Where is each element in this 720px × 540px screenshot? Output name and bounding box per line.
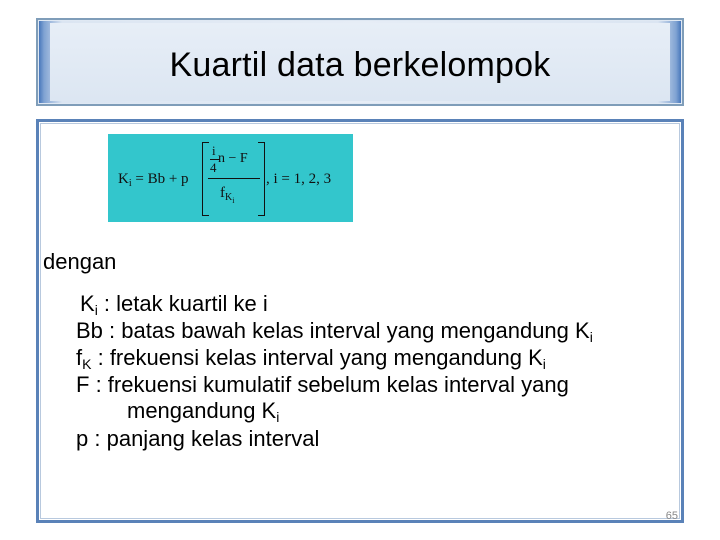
definition-f: F : frekuensi kumulatif sebelum kelas interval yang — [76, 372, 569, 397]
definition-f-continuation: mengandung Ki — [127, 398, 280, 425]
slide-title: Kuartil data berkelompok — [169, 46, 551, 84]
formula-denominator: $f_{Ki}$ — [220, 185, 235, 205]
formula-num-rest: n − F — [218, 151, 248, 166]
definition-bb: Bb : batas bawah kelas interval yang mengandung Ki — [76, 318, 593, 345]
formula-condition: , i = 1, 2, 3 — [266, 171, 332, 187]
formula-left-bracket — [202, 142, 209, 216]
definition-p: p : panjang kelas interval — [76, 426, 320, 451]
quartile-formula — [108, 134, 353, 222]
definition-fk: fK : frekuensi kelas interval yang mengandung Ki — [76, 345, 546, 372]
formula-fraction-bar — [208, 178, 260, 179]
formula-num-four: 4 — [210, 160, 217, 175]
intro-text: dengan — [43, 249, 117, 274]
title-box — [36, 18, 684, 106]
page-number: 65 — [665, 510, 678, 522]
formula-image — [108, 134, 353, 222]
formula-right-bracket — [258, 142, 265, 216]
formula-lhs: $K_i = Bb + p$ — [118, 171, 189, 189]
definition-ki: Ki : letak kuartil ke i — [80, 291, 268, 318]
formula-num-i: i — [212, 143, 216, 158]
